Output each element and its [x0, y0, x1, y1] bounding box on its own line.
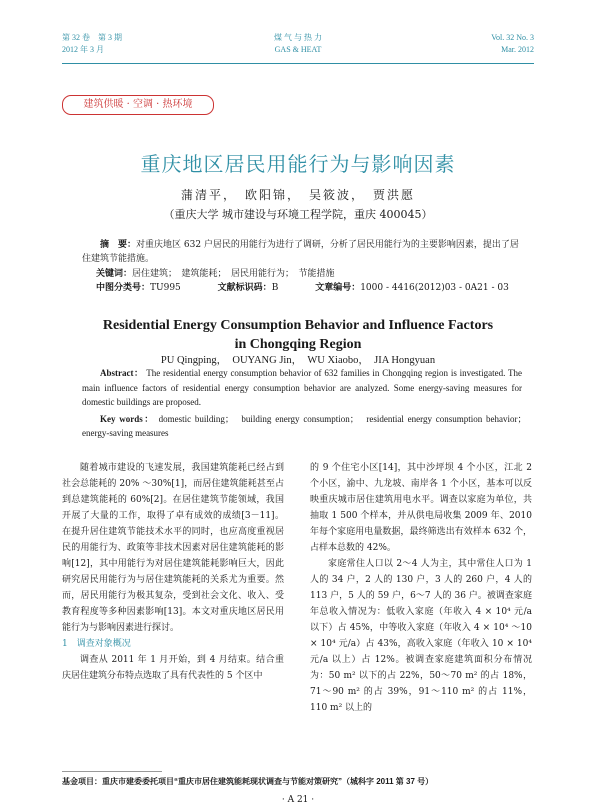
cn-keywords: 关键词：居住建筑； 建筑能耗； 居民用能行为； 节能措施 [96, 269, 335, 279]
en-title: Residential Energy Consumption Behavior and Influence Factors in Chongqing Region [102, 318, 494, 352]
page-number: · A 21 · [281, 795, 315, 805]
body-paragraph: 家庭常住人口以 2～4 人为主，其中常住人口为 1 人的 34 户，2 人的 130 户，3 人的 260 户，4 人的 113 户，5 人的 59 户，6～7 人的 36 户。被调查家庭年总收入情况为：低收入家庭（年收入 4 × 10⁴ 元/a 以下）占 45%，中等收入家庭（年收入 4 × 10⁴ ～10 × 10⁴ 元/a）占 43%，高收入家庭（年收入 10 × 10⁴ 元/a 以上）占 12%。被调查家庭建筑面积分布情况为：50 m² 以下的占 22%，50～70 m² 的占 18%，71～90 m² 的占 39%，91～110 m² 的占 11%，110 m² 以上的 [310, 559, 532, 713]
section-heading: 1 调查对象概况 [62, 639, 131, 649]
journal-volume-issue-en: Vol. 32 No. 3 Mar. 2012 [491, 33, 534, 54]
body-column-left [62, 460, 284, 684]
cn-abstract: 摘 要：对重庆地区 632 户居民的用能行为进行了调研，分析了居民用能行为的主要影响因素，提出了居住建筑节能措施。 [82, 240, 519, 264]
body-column-right [310, 460, 532, 716]
en-abstract: Abstract： The residential energy consumption behavior of 632 families in Chongqing region is investigated. The main influence factors of residential energy consumption behavior are analyzed. Some energy-saving measures for domestic buildings are proposed. Key words： domestic building； building energy consumption； residential energy consumption behavior； energy-saving measures [82, 368, 532, 438]
cn-authors: 蒲清平， 欧阳锦， 吴筱波， 贾洪愿 [180, 188, 415, 202]
section-badge: 建筑供暖 · 空调 · 热环境 [62, 95, 214, 115]
journal-volume-issue: 第 32 卷 第 3 期 2012 年 3 月 [62, 33, 122, 54]
body-paragraph: 调查从 2011 年 1 月开始，到 4 月结束。结合重庆居住建筑分布特点选取了具有代表性的 5 个区中 [62, 655, 284, 681]
journal-name: 煤 气 与 热 力 GAS & HEAT [274, 33, 322, 54]
cn-title: 重庆地区居民用能行为与影响因素 [140, 152, 456, 176]
funding-footnote: 基金项目：重庆市建委委托项目“重庆市居住建筑能耗现状调查与节能对策研究”（城科字 2011 第 37 号） [62, 777, 434, 786]
footnote-rule [62, 771, 162, 772]
en-authors: PU Qingping， OUYANG Jin， WU Xiaobo， JIA Hongyuan [160, 355, 436, 366]
body-paragraph: 的 9 个住宅小区[14]，其中沙坪坝 4 个小区，江北 2 个小区，渝中、九龙坡、南岸各 1 个小区，基本可以反映重庆城市居住建筑用电水平。调查以家庭为单位，共抽取 1 500 个样本，并从供电局收集 2009 年、2010 年每个家庭用电量数据，最终筛选出有效样本 632 个，占样本总数的 42%。 [310, 463, 532, 553]
cn-affiliation: （重庆大学 城市建设与环境工程学院，重庆 400045） [163, 208, 433, 221]
cn-classification: 中图分类号：TU995 文献标识码：B 文章编号：1000 - 4416(2012)03 - 0A21 - 03 [96, 283, 509, 293]
body-paragraph: 随着城市建设的飞速发展，我国建筑能耗已经占到社会总能耗的 20% ～30%[1]，而居住建筑能耗甚至占到总建筑能耗的 60%[2]。在居住建筑节能领域，我国开展了大量的工作，取得了卓有成效的成绩[3－11]。在提升居住建筑节能技术水平的同时，也应高度重视居民的用能行为、政策等非技术因素对居住建筑能耗的影响[12]，其中用能行为对居住建筑能耗影响巨大，因此研究居民用能行为与居住建筑能耗的关系尤为重要。然而，居民用能行为极其复杂，受到社会文化、收入、受教育程度等多种因素影响[13]。本文对重庆地区居民用能行为与影响因素进行探讨。 [62, 463, 284, 633]
header-rule [62, 63, 534, 64]
